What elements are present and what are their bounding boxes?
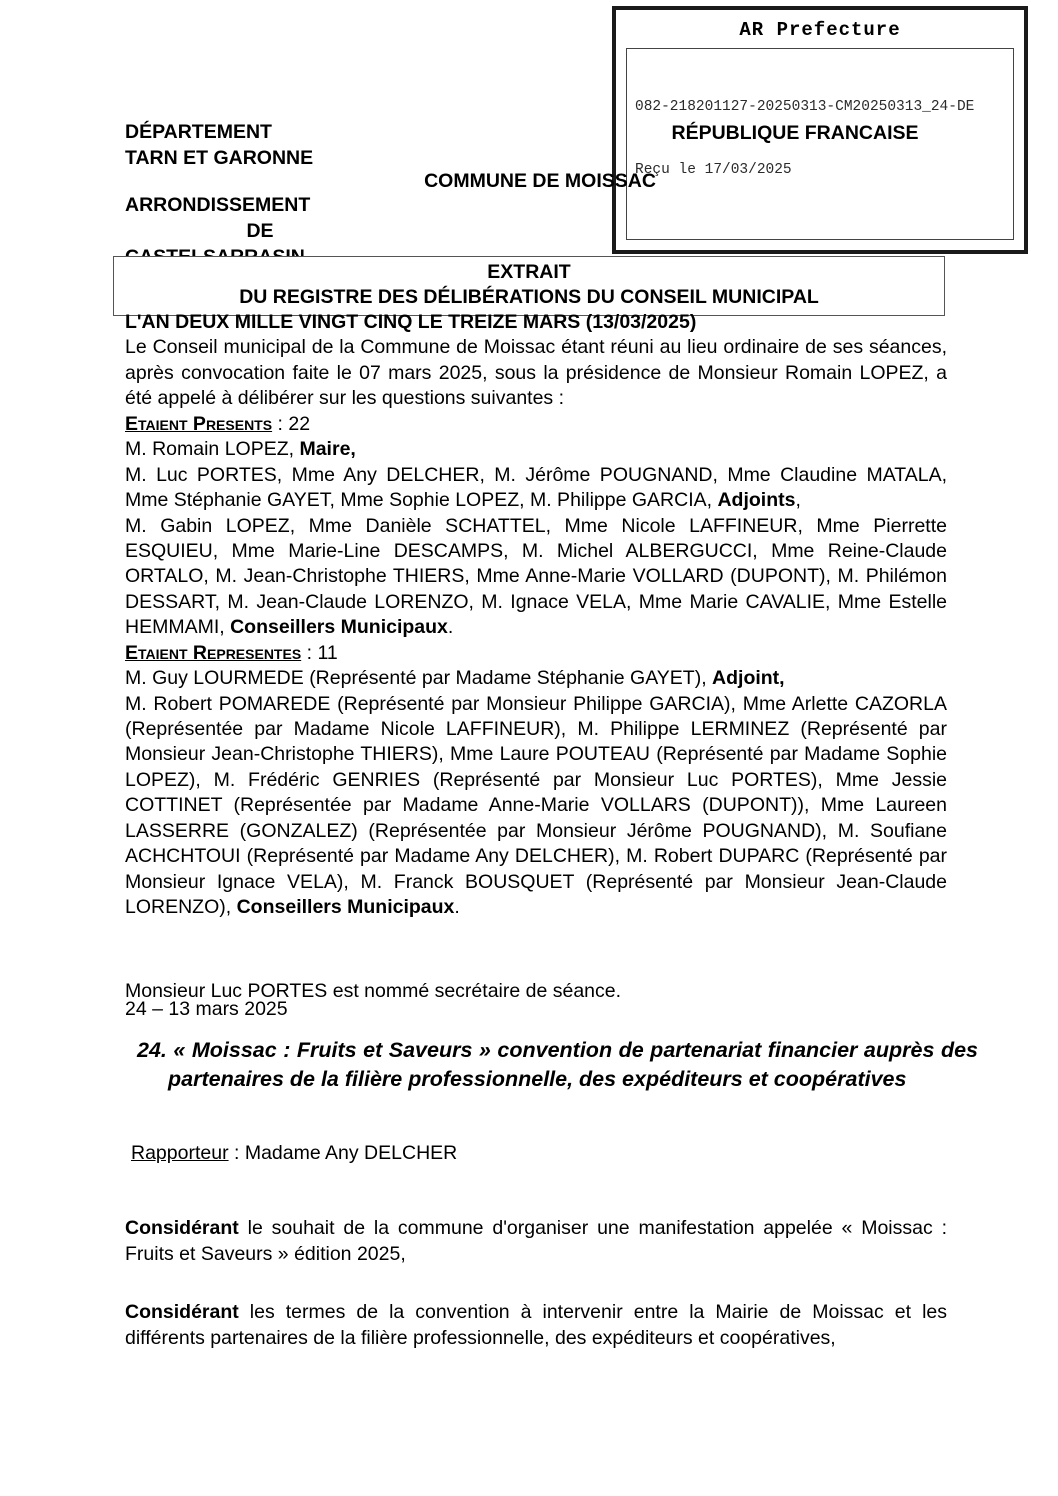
represented-heading (125, 641, 947, 666)
present-conseillers-names: M. Gabin LOPEZ, Mme Danièle SCHATTEL, Mme Nicole LAFFINEUR, Mme Pierrette ESQUIEU, Mme Marie-Line DESCAMPS, M. Michel ALBERGUCCI, Mme Reine-Claude ORTALO, M. Jean-Christophe THIERS, Mme Anne-Marie VOLLARD (DUPONT), M. Philémon DESSART, M. Jean-Claude LORENZO, M. Ignace VELA, Mme Marie CAVALIE, Mme Estelle HEMMAMI, (125, 514, 947, 639)
represented-label: Etaient Representes (125, 641, 302, 664)
arrondissement-label: ARRONDISSEMENT (125, 194, 311, 217)
session-intro: Le Conseil municipal de la Commune de Moissac étant réuni au lieu ordinaire de ses séances, après convocation faite le 07 mars 2025, sous la présidence de Monsieur Romain LOPEZ, a été appelé à délibérer sur les questions suivantes : (125, 336, 947, 410)
header-left-block (125, 120, 395, 271)
extrait-line-2: DU REGISTRE DES DÉLIBÉRATIONS DU CONSEIL MUNICIPAL (239, 286, 819, 309)
considerant-lead: Considérant (125, 1301, 239, 1324)
represented-adjoint-name: M. Guy LOURMEDE (Représenté par Madame Stéphanie GAYET), (125, 667, 713, 690)
departement-name: TARN ET GARONNE (125, 146, 314, 169)
considerant-paragraph (125, 1216, 947, 1267)
session-date-heading: L'AN DEUX MILLE VINGT CINQ LE TREIZE MARS (13/03/2025) (125, 311, 697, 333)
present-mayor-role: Maire, (299, 438, 356, 461)
arrondissement-de: DE (246, 220, 274, 243)
represented-conseillers-names: M. Robert POMAREDE (Représenté par Monsieur Philippe GARCIA), Mme Arlette CAZORLA (Représentée par Madame Nicole LAFFINEUR), M. Philippe LERMINEZ (Représenté par Monsieur Jean-Christophe THIERS), Mme Laure POUTEAU (Représenté par Madame Sophie LOPEZ), M. Frédéric GENRIES (Représenté par Monsieur Luc PORTES), Mme Jessie COTTINET (Représentée par Madame Anne-Marie VOLLARS (DUPONT)), Mme Laureen LASSERRE (GONZALEZ) (Représentée par Monsieur Jérôme POUGNAND), M. Soufiane ACHCHTOUI (Représenté par Madame Any DELCHER), M. Robert DUPARC (Représenté par Monsieur Ignace VELA), M. Franck BOUSQUET (Représenté par Monsieur Jean-Claude LORENZO), (125, 692, 947, 919)
session-body (125, 310, 947, 1004)
present-adjoints-end: , (795, 489, 801, 512)
considerant-paragraph (125, 1300, 947, 1351)
present-conseillers-role: Conseillers Municipaux (230, 616, 448, 639)
represented-count: 11 (317, 641, 338, 664)
rapporteur-line (131, 1142, 457, 1165)
deliberation-title-text: « Moissac : Fruits et Saveurs » convention de partenariat financier auprès des partenaires de la filière professionnelle, des expéditeurs et coopératives (168, 1038, 978, 1091)
considerant-text: le souhait de la commune d'organiser une manifestation appelée « Moissac : Fruits et Saveurs » édition 2025, (125, 1217, 947, 1265)
deliberation-reference: 24 – 13 mars 2025 (125, 998, 288, 1020)
considerant-lead: Considérant (125, 1217, 239, 1239)
represented-adjoint-line (125, 666, 947, 691)
present-adjoints-names: M. Luc PORTES, Mme Any DELCHER, M. Jérôme POUGNAND, Mme Claudine MATALA, Mme Stéphanie GAYET, Mme Sophie LOPEZ, M. Philippe GARCIA, (125, 463, 947, 512)
considerant-text: les termes de la convention à intervenir entre la Mairie de Moissac et les différents partenaires de la filière professionnelle, des expéditeurs et coopératives, (125, 1301, 947, 1350)
rapporteur-separator: : (228, 1142, 245, 1164)
present-label: Etaient Presents (125, 412, 273, 435)
ar-stamp-reference: 082-218201127-20250313-CM20250313_24-DE (635, 99, 975, 116)
extrait-line-1: EXTRAIT (487, 261, 571, 283)
present-separator: : (272, 412, 289, 435)
present-conseillers-line (125, 514, 947, 641)
present-mayor-line (125, 437, 947, 462)
departement-label: DÉPARTEMENT (125, 121, 272, 143)
represented-conseillers-end: . (454, 896, 460, 919)
considerant-spacer (125, 1267, 947, 1300)
commune-label: COMMUNE DE MOISSAC (424, 170, 656, 192)
secretary-line: Monsieur Luc PORTES est nommé secrétaire de séance. (125, 979, 622, 1002)
present-mayor-name: M. Romain LOPEZ, (125, 438, 300, 461)
ar-stamp-title: AR Prefecture (739, 19, 901, 41)
considerants-block (125, 1216, 947, 1352)
present-adjoints-role: Adjoints (717, 489, 796, 512)
present-count: 22 (288, 412, 311, 435)
present-heading (125, 412, 947, 437)
rapporteur-name: Madame Any DELCHER (244, 1142, 458, 1164)
ar-stamp-received-date: Reçu le 17/03/2025 (635, 162, 792, 179)
republique-francaise-label: RÉPUBLIQUE FRANCAISE (671, 122, 919, 144)
represented-conseillers-line (125, 692, 947, 921)
present-conseillers-end: . (447, 616, 454, 639)
deliberation-title (137, 1036, 978, 1094)
rapporteur-label: Rapporteur (131, 1142, 229, 1164)
present-adjoints-line (125, 463, 947, 514)
represented-conseillers-role: Conseillers Municipaux (236, 896, 455, 919)
body-spacer (125, 921, 947, 979)
extrait-box (113, 256, 945, 316)
represented-separator: : (301, 641, 318, 664)
represented-adjoint-role: Adjoint, (712, 667, 785, 690)
deliberation-number: 24. (137, 1038, 167, 1062)
